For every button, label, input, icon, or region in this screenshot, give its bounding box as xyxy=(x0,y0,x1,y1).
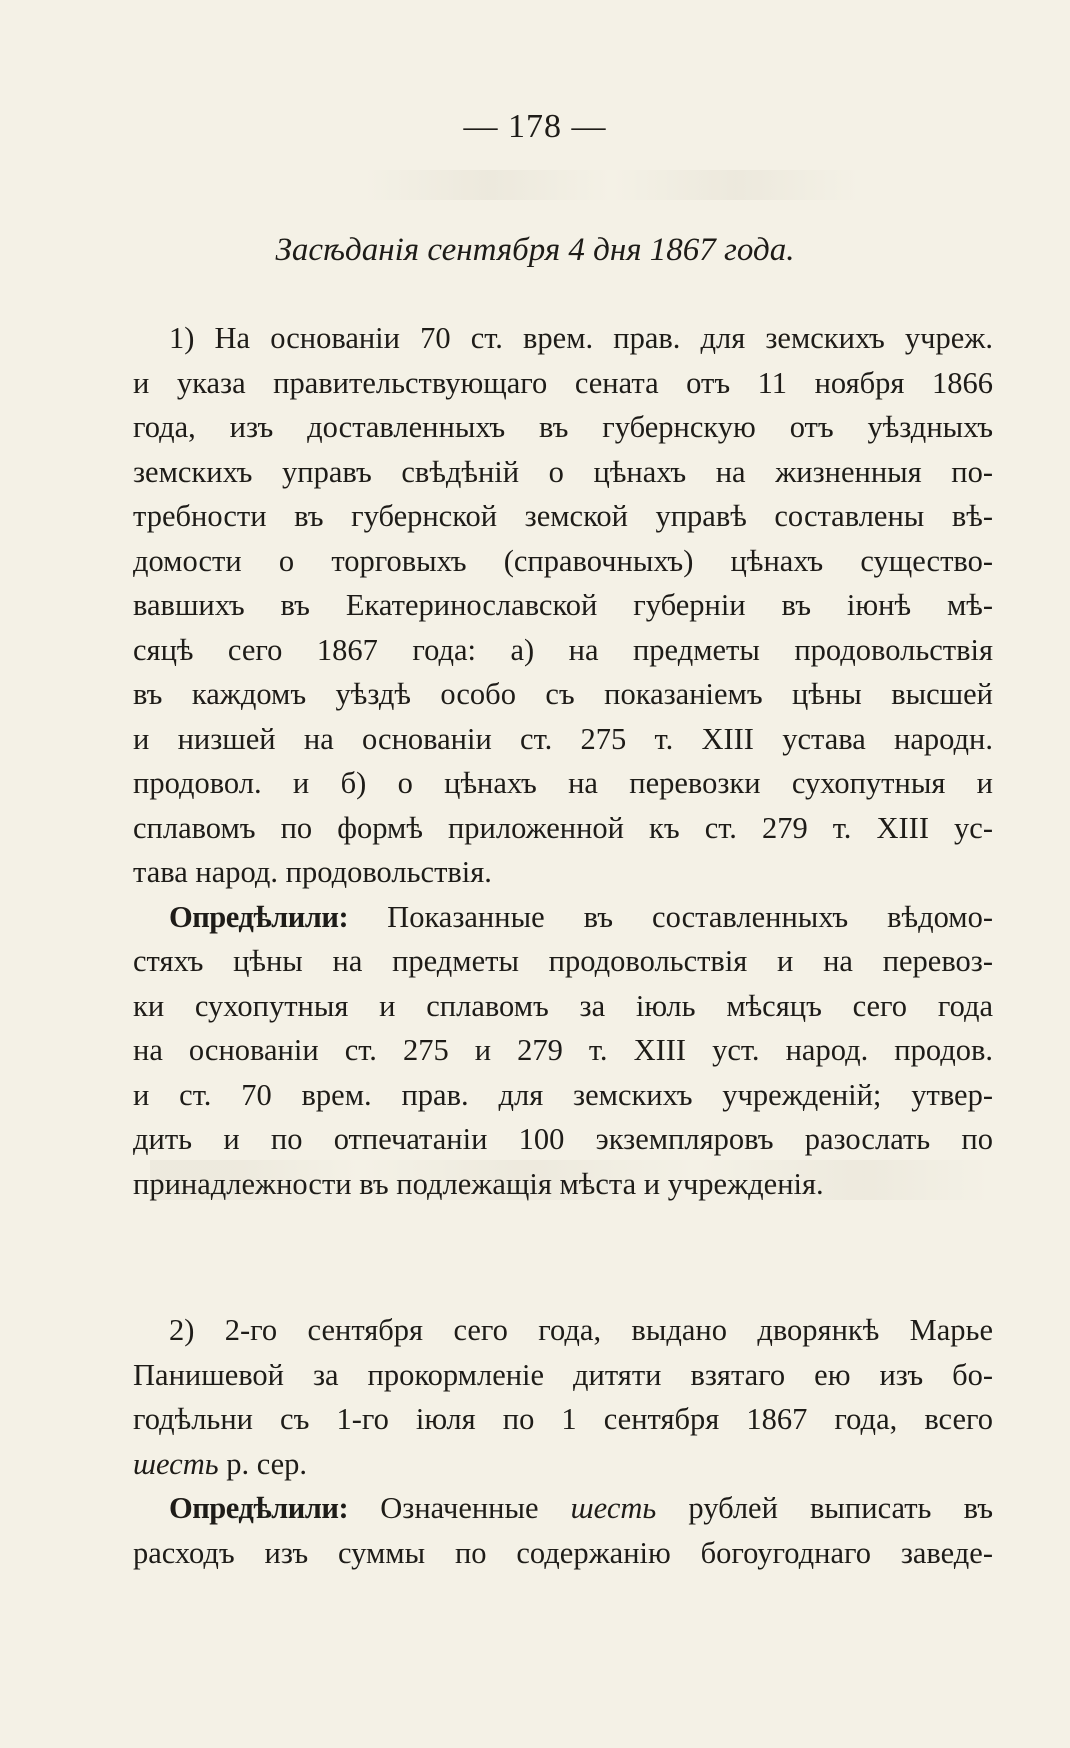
section-1-line: домости о торговыхъ (справочныхъ) цѣнахъ существо- xyxy=(133,543,993,578)
section-1-line: 1) На основаніи 70 ст. врем. прав. для земскихъ учреж. xyxy=(169,321,993,355)
amount-unit: р. сер. xyxy=(218,1446,308,1481)
section-1-line: продовол. и б) о цѣнахъ на перевозки сухопутныя и xyxy=(133,766,993,800)
section-1 xyxy=(133,316,993,1206)
section-1-line: и указа правительствующаго сената отъ 11 ноября 1866 xyxy=(133,365,993,400)
section-1-line: сяцѣ сего 1867 года: а) на предметы продовольствія xyxy=(133,632,993,667)
section-1-line: сплавомъ по формѣ приложенной къ ст. 279 т. XIII ус- xyxy=(133,810,993,845)
section-1-line: вавшихъ въ Екатеринославской губерніи въ іюнѣ мѣ- xyxy=(133,588,993,622)
section-2-line: 2) 2-го сентября сего года, выдано дворянкѣ Марье xyxy=(169,1313,993,1347)
amount-italic: шесть xyxy=(570,1491,657,1525)
resolution-text: рублей выписать въ xyxy=(656,1491,993,1525)
resolution-text: Означенные xyxy=(348,1491,571,1525)
resolution-text: Показанные въ составленныхъ вѣдомо- xyxy=(387,899,993,934)
section-1-line: въ каждомъ уѣздѣ особо съ показаніемъ цѣны высшей xyxy=(133,677,993,711)
resolution-1-first-line xyxy=(133,895,993,940)
resolution-1-line: дить и по отпечатаніи 100 экземпляровъ разослать по xyxy=(133,1122,993,1156)
resolution-1-line: стяхъ цѣны на предметы продовольствія и на перевоз- xyxy=(133,944,993,978)
resolution-label: Опредѣлили: xyxy=(169,1491,349,1525)
section-2-line xyxy=(133,1442,993,1487)
section-2 xyxy=(133,1308,993,1575)
resolution-label: Опредѣлили: xyxy=(169,899,349,934)
section-1-line: требности въ губернской земской управѣ составлены вѣ- xyxy=(133,499,993,533)
section-1-line: земскихъ управъ свѣдѣній о цѣнахъ на жизненныя по- xyxy=(133,454,993,489)
section-2-line: годѣльни съ 1-го іюля по 1 сентября 1867 года, всего xyxy=(133,1402,993,1436)
resolution-1-line: ки сухопутныя и сплавомъ за іюль мѣсяцъ сего года xyxy=(133,988,993,1023)
resolution-1-line: на основаніи ст. 275 и 279 т. XIII уст. народ. продов. xyxy=(133,1033,993,1067)
section-1-line: года, изъ доставленныхъ въ губернскую отъ уѣздныхъ xyxy=(133,410,993,444)
section-1-line: и низшей на основаніи ст. 275 т. XIII устава народн. xyxy=(133,721,993,756)
bleed-through-top xyxy=(240,170,860,200)
session-heading: Засѣданія сентября 4 дня 1867 года. xyxy=(275,232,795,268)
page-number: — 178 — xyxy=(463,108,607,145)
amount-italic: шесть xyxy=(133,1446,219,1481)
section-1-line: тава народ. продовольствія. xyxy=(133,855,492,889)
resolution-1-line: принадлежности въ подлежащія мѣста и учрежденія. xyxy=(133,1166,824,1201)
resolution-2-first-line xyxy=(133,1486,993,1531)
resolution-1-line: и ст. 70 врем. прав. для земскихъ учрежденій; утвер- xyxy=(133,1077,993,1112)
resolution-2-line: расходъ изъ суммы по содержанію богоугоднаго заведе- xyxy=(133,1535,993,1570)
section-2-line: Панишевой за прокормленіе дитяти взятаго ею изъ бо- xyxy=(133,1357,993,1392)
